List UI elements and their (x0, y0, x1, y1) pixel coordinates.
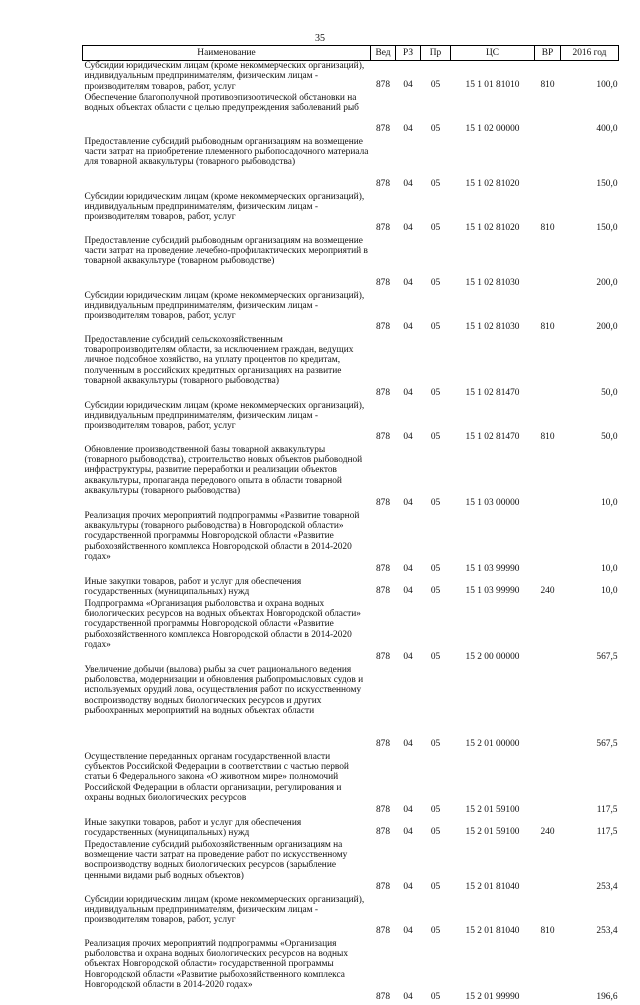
header-year: 2016 год (561, 46, 619, 61)
row-pr: 05 (430, 498, 441, 509)
table-row (83, 577, 619, 599)
page-number: 35 (315, 33, 325, 44)
row-rz: 04 (403, 223, 413, 234)
row-pr: 05 (430, 388, 441, 399)
row-amount: 567,5 (596, 739, 618, 750)
table-row (83, 840, 619, 895)
row-vr: 240 (540, 827, 555, 838)
row-cs: 15 1 02 81030 (465, 278, 520, 289)
header-pr: Пр (421, 46, 451, 61)
row-cs: 15 2 01 59100 (465, 805, 520, 816)
row-name: Субсидии юридическим лицам (кроме некоммерческих организаций), индивидуальным предпринимателям, физическим лицам - производителям товаров, работ, услуг (84, 290, 365, 322)
row-pr: 05 (430, 80, 441, 91)
row-ved: 878 (375, 827, 391, 838)
row-ved: 878 (375, 432, 391, 443)
row-amount: 567,5 (596, 652, 618, 663)
row-pr: 05 (430, 124, 441, 135)
row-amount: 117,5 (596, 805, 618, 816)
table-row (83, 335, 619, 401)
table-row (83, 137, 619, 192)
row-rz: 04 (403, 322, 413, 333)
row-pr: 05 (430, 652, 441, 663)
row-amount: 150,0 (596, 179, 618, 190)
row-cs: 15 2 01 81040 (465, 882, 520, 893)
row-ved: 878 (375, 223, 391, 234)
row-name: Предоставление субсидий сельскохозяйственным товаропроизводителям области, за исключением граждан, ведущих личное подсобное хозяйство, на уплату процентов по кредитам, полученным в российских кредитных организациях на развитие товарной аквакультуры (товарного рыбоводства) (84, 334, 354, 387)
row-ved: 878 (375, 179, 391, 190)
row-pr: 05 (430, 223, 441, 234)
row-ved: 878 (375, 805, 391, 816)
row-rz: 04 (403, 827, 413, 838)
row-amount: 400,0 (596, 124, 618, 135)
row-ved: 878 (375, 992, 391, 1003)
row-pr: 05 (430, 179, 441, 190)
row-rz: 04 (403, 739, 413, 750)
row-name: Обновление производственной базы товарной аквакультуры (товарного рыбоводства), строительство новых объектов рыбоводной инфраструктуры, развитие переработки и реализации объектов аквакультуры, пропаганда передового опыта в области товарной аквакультуры (товарного рыбоводства) (84, 444, 363, 497)
row-name: Увеличение добычи (вылова) рыбы за счет рационального ведения рыболовства, модернизации и обновления рыбопромысловых судов и используемых орудий лова, осуществления работ по искусственному воспроизводству водных биологических ресурсов и других рыбоохранных мероприятий на водных объектах области (84, 664, 364, 717)
row-rz: 04 (403, 652, 413, 663)
row-pr: 05 (430, 586, 441, 597)
row-name: Реализация прочих мероприятий подпрограммы «Организация рыболовства и охрана водных биологических ресурсов на водных объектах Новгородской области» государственной программы Новгородской области «Развитие рыбохозяйственного комплекса Новгородской области в 2014-2020 годах» (84, 938, 349, 991)
row-rz: 04 (403, 432, 413, 443)
row-name: Иные закупки товаров, работ и услуг для обеспечения государственных (муниципальных) нужд (84, 576, 302, 597)
row-name: Осуществление переданных органам государственной власти субъектов Российской Федерации в соответствии с частью первой статьи 6 Федерального закона «О животном мире» полномочий Российской Федерации в области организации, регулирования и охраны водных биологических ресурсов (84, 751, 349, 804)
table-row (83, 61, 619, 93)
row-name: Субсидии юридическим лицам (кроме некоммерческих организаций), индивидуальным предпринимателям, физическим лицам - производителям товаров, работ, услуг (84, 400, 365, 432)
row-name: Субсидии юридическим лицам (кроме некоммерческих организаций), индивидуальным предпринимателям, физическим лицам - производителям товаров, работ, услуг (84, 191, 365, 223)
row-name: Реализация прочих мероприятий подпрограммы «Развитие товарной аквакультуры (товарного рыбоводства) в Новгородской области» государственной программы Новгородской области «Развитие рыбохозяйственного комплекса Новгородской области в 2014-2020 годах» (84, 510, 360, 563)
row-vr (535, 335, 561, 401)
row-ved: 878 (375, 739, 391, 750)
row-vr: 810 (540, 432, 555, 443)
row-rz: 04 (403, 926, 413, 937)
header-vr: ВР (535, 46, 561, 61)
row-rz: 04 (403, 805, 413, 816)
row-vr: 810 (540, 223, 555, 234)
row-amount: 10,0 (601, 564, 618, 575)
row-cs: 15 1 02 81030 (465, 322, 520, 333)
header-cs: ЦС (451, 46, 535, 61)
row-pr: 05 (430, 992, 441, 1003)
row-cs: 15 1 02 81020 (465, 179, 520, 190)
row-pr: 05 (430, 432, 441, 443)
row-vr (535, 752, 561, 818)
row-amount: 10,0 (601, 586, 618, 597)
row-vr (535, 599, 561, 665)
row-amount: 150,0 (596, 223, 618, 234)
row-ved: 878 (375, 652, 391, 663)
row-rz: 04 (403, 80, 413, 91)
row-pr: 05 (430, 805, 441, 816)
row-name: Предоставление субсидий рыбохозяйственным организациям на возмещение части затрат на проведение работ по искусственному воспроизводству водных биологических ресурсов (зарыбление ценными видами рыб водных объектов) (84, 839, 348, 881)
row-vr (535, 137, 561, 192)
row-vr (535, 93, 561, 137)
table-row (83, 939, 619, 1005)
row-ved: 878 (375, 564, 391, 575)
row-name: Предоставление субсидий рыбоводным организациям на возмещение части затрат на приобретение племенного рыбопосадочного материала для товарной аквакультуры (товарного рыбоводства) (84, 136, 369, 168)
table-row (83, 401, 619, 445)
header-rz: РЗ (396, 46, 421, 61)
row-amount: 200,0 (596, 322, 618, 333)
row-amount: 100,0 (596, 80, 618, 91)
row-amount: 200,0 (596, 278, 618, 289)
row-cs: 15 1 03 99990 (465, 564, 520, 575)
table-row (83, 752, 619, 818)
row-cs: 15 2 01 00000 (465, 739, 520, 750)
row-pr: 05 (430, 564, 441, 575)
row-cs: 15 1 03 99990 (465, 586, 520, 597)
row-vr (535, 445, 561, 511)
row-vr (535, 939, 561, 1005)
row-pr: 05 (430, 882, 441, 893)
row-name: Предоставление субсидий рыбоводным организациям на возмещение части затрат на проведение лечебно-профилактических мероприятий в товарной аквакультуре (товарном рыбоводстве) (84, 235, 368, 267)
row-vr: 810 (540, 926, 555, 937)
row-rz: 04 (403, 992, 413, 1003)
row-name: Субсидии юридическим лицам (кроме некоммерческих организаций), индивидуальным предпринимателям, физическим лицам - производителям товаров, работ, услуг (84, 61, 365, 92)
table-row (83, 599, 619, 665)
row-pr: 05 (430, 278, 441, 289)
row-pr: 05 (430, 827, 441, 838)
row-rz: 04 (403, 388, 413, 399)
table-header-row (83, 46, 619, 61)
row-rz: 04 (403, 586, 413, 597)
table-row (83, 818, 619, 840)
row-ved: 878 (375, 322, 391, 333)
budget-table (82, 45, 619, 1005)
row-cs: 15 1 02 81470 (465, 432, 520, 443)
row-ved: 878 (375, 388, 391, 399)
row-vr (535, 511, 561, 577)
row-pr: 05 (430, 739, 441, 750)
row-cs: 15 1 03 00000 (465, 498, 520, 509)
table-row (83, 93, 619, 137)
table-row (83, 511, 619, 577)
row-name: Подпрограмма «Организация рыболовства и охрана водных биологических ресурсов на водных объектах Новгородской области» государственной программы Новгородской области «Развитие рыбохозяйственного комплекса Новгородской области в 2014-2020 годах» (84, 598, 361, 651)
table-row (83, 291, 619, 335)
row-ved: 878 (375, 124, 391, 135)
table-body (83, 61, 619, 1005)
row-ved: 878 (375, 278, 391, 289)
row-cs: 15 1 01 81010 (465, 80, 520, 91)
table-row (83, 445, 619, 511)
row-amount: 50,0 (601, 432, 618, 443)
table-row (83, 895, 619, 939)
row-rz: 04 (403, 882, 413, 893)
row-cs: 15 1 02 81020 (465, 223, 520, 234)
row-name: Иные закупки товаров, работ и услуг для обеспечения государственных (муниципальных) нужд (84, 817, 302, 838)
row-rz: 04 (403, 124, 413, 135)
row-ved: 878 (375, 882, 391, 893)
header-ved: Вед (371, 46, 396, 61)
row-ved: 878 (375, 498, 391, 509)
row-pr: 05 (430, 322, 441, 333)
table-row (83, 192, 619, 236)
row-vr: 810 (540, 322, 555, 333)
row-rz: 04 (403, 564, 413, 575)
row-amount: 253,4 (596, 926, 618, 937)
table-row (83, 665, 619, 752)
row-amount: 10,0 (601, 498, 618, 509)
row-cs: 15 2 00 00000 (465, 652, 520, 663)
row-amount: 50,0 (601, 388, 618, 399)
row-ved: 878 (375, 926, 391, 937)
row-ved: 878 (375, 80, 391, 91)
row-rz: 04 (403, 179, 413, 190)
table-row (83, 236, 619, 291)
row-name: Субсидии юридическим лицам (кроме некоммерческих организаций), индивидуальным предпринимателям, физическим лицам - производителям товаров, работ, услуг (84, 894, 365, 926)
row-rz: 04 (403, 278, 413, 289)
row-vr (535, 840, 561, 895)
row-cs: 15 1 02 81470 (465, 388, 520, 399)
row-ved: 878 (375, 586, 391, 597)
row-vr: 810 (540, 80, 555, 91)
row-cs: 15 1 02 00000 (465, 124, 520, 135)
row-vr: 240 (540, 586, 555, 597)
row-vr (535, 665, 561, 752)
row-cs: 15 2 01 81040 (465, 926, 520, 937)
row-amount: 253,4 (596, 882, 618, 893)
row-amount: 196,6 (596, 992, 618, 1003)
row-rz: 04 (403, 498, 413, 509)
row-pr: 05 (430, 926, 441, 937)
row-vr (535, 236, 561, 291)
row-cs: 15 2 01 99990 (465, 992, 520, 1003)
row-name: Обеспечение благополучной противоэпизоотической обстановки на водных объектах области с целью предупреждения заболеваний рыб (84, 92, 359, 113)
row-cs: 15 2 01 59100 (465, 827, 520, 838)
header-name: Наименование (83, 46, 371, 61)
row-amount: 117,5 (596, 827, 618, 838)
